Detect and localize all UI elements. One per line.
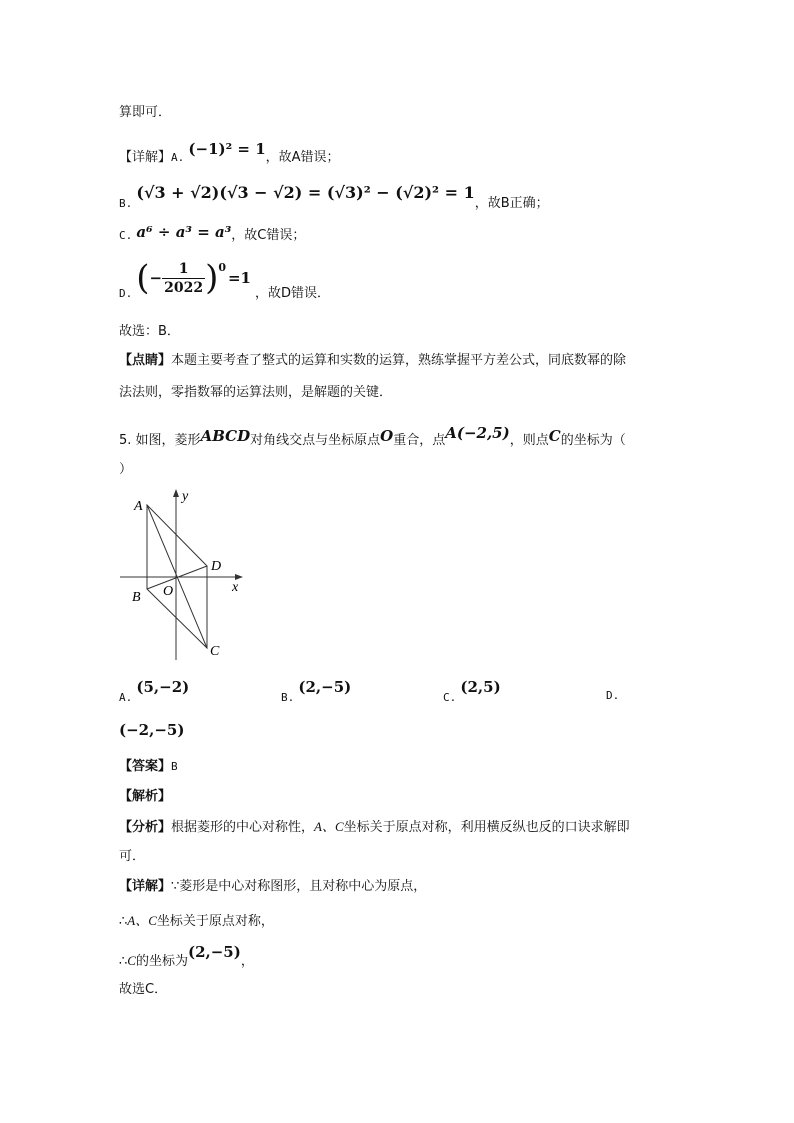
- text: 坐标关于原点对称，: [156, 914, 274, 929]
- label-a: A: [134, 499, 143, 514]
- text: 的坐标为（: [560, 433, 626, 448]
- text: ∵菱形是中心对称图形，且对称中心为原点，: [171, 879, 427, 894]
- option-a[interactable]: [119, 678, 190, 706]
- text: ，故A错误；: [265, 150, 340, 165]
- text: 如图，菱形: [135, 433, 201, 448]
- math-minus: −: [149, 269, 163, 287]
- label-y: y: [182, 489, 189, 504]
- analysis-title: 【解析】: [119, 789, 172, 804]
- detail-line-c: [119, 223, 306, 244]
- option-d[interactable]: [606, 688, 619, 704]
- text: 的坐标为: [135, 954, 188, 969]
- option-label: C.: [443, 691, 457, 704]
- option-prefix: C.: [119, 229, 133, 242]
- math-point-a: A(−2,5): [445, 424, 510, 442]
- text-line: 法法则，零指数幂的运算法则，是解题的关键．: [119, 385, 393, 400]
- text-line: ）: [119, 462, 133, 477]
- detail-label: 【详解】: [119, 879, 172, 894]
- text: 本题主要考查了整式的运算和实数的运算，熟练掌握平方差公式，同底数幂的除: [171, 353, 627, 368]
- text: ，: [240, 954, 254, 969]
- step-line: [119, 943, 254, 970]
- fraction: [162, 260, 205, 297]
- text: 根据菱形的中心对称性，: [171, 820, 315, 835]
- math-fraction-expression: [136, 258, 251, 298]
- rhombus-figure: [110, 480, 260, 670]
- text: ，故D错误．: [255, 286, 331, 301]
- answer-value: B: [171, 760, 178, 773]
- text: 坐标关于原点对称，利用横反纵也反的口诀求解即: [343, 820, 630, 835]
- option-label: B.: [281, 691, 295, 704]
- option-c[interactable]: [443, 678, 501, 706]
- y-arrow-icon: [173, 489, 179, 497]
- option-prefix: D.: [119, 287, 133, 300]
- math-expression: (−1)² = 1: [188, 140, 266, 158]
- exponent: 0: [218, 261, 226, 274]
- detail-line-d: [119, 258, 330, 304]
- label-b: B: [132, 590, 141, 605]
- option-value: (5,−2): [136, 678, 190, 696]
- option-d-value: (−2,−5): [119, 721, 185, 739]
- option-label: A.: [119, 691, 133, 704]
- option-value: (2,−5): [298, 678, 352, 696]
- answer-label: 【答案】: [119, 759, 172, 774]
- math-c: C: [127, 953, 136, 968]
- numerator: 1: [162, 260, 205, 279]
- answer-line: [119, 759, 178, 775]
- question-number: 5.: [119, 433, 132, 448]
- question-stem: [119, 424, 626, 449]
- math-expression: (2,−5): [187, 943, 241, 961]
- label-c: C: [210, 644, 220, 659]
- right-paren: ): [205, 258, 219, 298]
- math-o: O: [380, 427, 394, 445]
- text: 对角线交点与坐标原点: [250, 433, 381, 448]
- math-expression: a⁶ ÷ a³ = a³: [136, 223, 232, 241]
- detail-line-b: [119, 183, 549, 212]
- text: ，则点: [509, 433, 549, 448]
- analysis-label: 【分析】: [119, 820, 172, 835]
- option-prefix: B.: [119, 197, 133, 210]
- label-x: x: [232, 580, 239, 595]
- analysis-line: [119, 819, 630, 836]
- therefore-symbol: ∴: [119, 954, 128, 969]
- left-paren: (: [136, 258, 150, 298]
- option-value: (2,5): [460, 678, 501, 696]
- text: ，故C错误；: [231, 228, 306, 243]
- math-ac: A、C: [127, 913, 157, 928]
- point-label: 【点睛】: [119, 353, 172, 368]
- text-line: 故选：B．: [119, 324, 180, 339]
- option-label: D.: [606, 689, 620, 702]
- label-o: O: [163, 584, 174, 599]
- text: ，故B正确；: [474, 196, 549, 211]
- denominator: 2022: [164, 279, 204, 296]
- detail-line-a: [119, 140, 340, 166]
- math-ac: A、C: [314, 819, 344, 834]
- point-line: [119, 353, 626, 369]
- step-line: [119, 913, 274, 930]
- text-line: 可．: [119, 849, 146, 864]
- math-abcd: ABCD: [200, 427, 251, 445]
- text: 重合，点: [393, 433, 446, 448]
- math-c: C: [548, 427, 561, 445]
- detail-line: [119, 879, 426, 895]
- final-line: 故选C．: [119, 982, 168, 997]
- math-expression: (√3 + √2)(√3 − √2) = (√3)² − (√2)² = 1: [136, 183, 475, 202]
- option-prefix: A.: [171, 151, 185, 164]
- text-line: 算即可．: [119, 105, 172, 120]
- math-result: =1: [227, 269, 251, 287]
- label-d: D: [211, 559, 222, 574]
- therefore-symbol: ∴: [119, 914, 128, 929]
- detail-label: 【详解】: [119, 150, 172, 165]
- option-b[interactable]: [281, 678, 352, 706]
